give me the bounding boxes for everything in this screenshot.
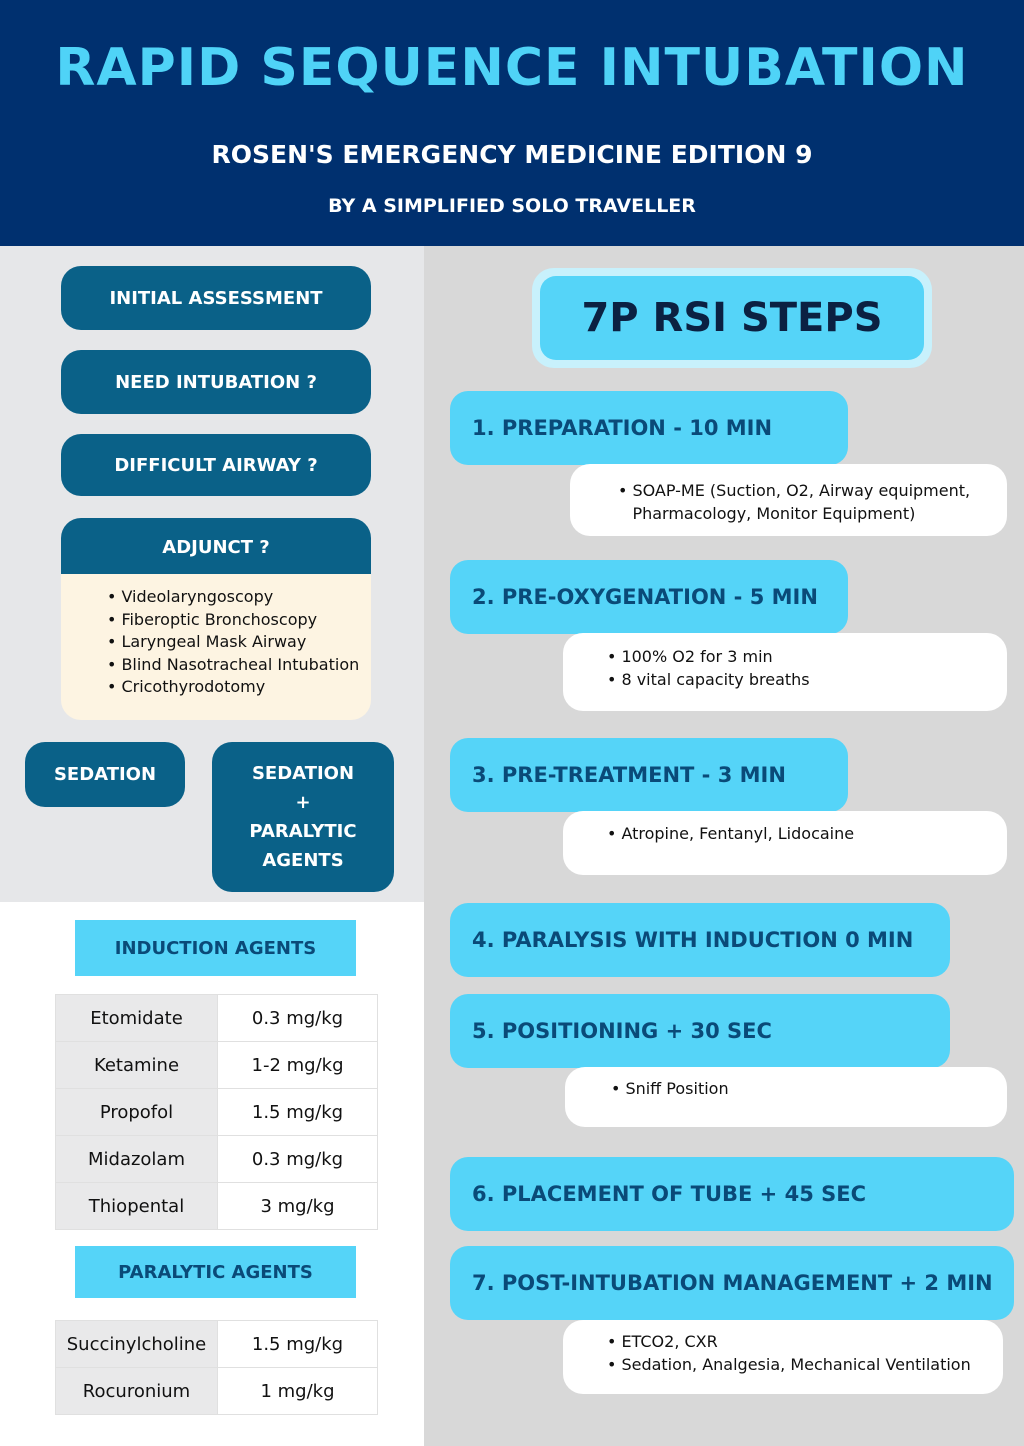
paralytic-agents-header: PARALYTIC AGENTS [75,1246,356,1298]
detail-text: SOAP-ME (Suction, O2, Airway equipment, Pharmacology, Monitor Equipment) [632,481,971,523]
table-row [56,995,378,1042]
steps-title-box [532,268,932,368]
table-row [56,1042,378,1089]
difficult-airway-box: DIFFICULT AIRWAY ? [61,434,371,496]
drug-dose: 1.5 mg/kg [218,1321,378,1368]
drug-dose: 1-2 mg/kg [218,1042,378,1089]
step-post-intubation-details [563,1320,1003,1394]
step-pre-oxygenation-details [563,633,1007,711]
adjunct-box: ADJUNCT ? [61,518,371,576]
table-row [56,1321,378,1368]
step-pre-treatment-details [563,811,1007,875]
adjunct-item: • Laryngeal Mask Airway [107,631,371,654]
detail-text: 100% O2 for 3 min [621,647,773,666]
sedation-box: SEDATION [25,742,185,807]
step-positioning-details [565,1067,1007,1127]
drug-dose: 3 mg/kg [218,1183,378,1230]
detail-text: Sniff Position [625,1079,729,1098]
detail-item: • Sniff Position [611,1079,729,1098]
step-paralysis: 4. PARALYSIS WITH INDUCTION 0 MIN [450,903,950,977]
detail-item: • 8 vital capacity breaths [607,670,810,689]
drug-dose: 0.3 mg/kg [218,1136,378,1183]
detail-item: • ETCO2, CXR [607,1332,718,1351]
step-placement: 6. PLACEMENT OF TUBE + 45 SEC [450,1157,1014,1231]
induction-agents-header: INDUCTION AGENTS [75,920,356,976]
drug-name: Thiopental [56,1183,218,1230]
step-pre-treatment: 3. PRE-TREATMENT - 3 MIN [450,738,848,812]
detail-text: Atropine, Fentanyl, Lidocaine [621,824,855,843]
detail-item: • SOAP-ME (Suction, O2, Airway equipment, Pharmacology, Monitor Equipment) [618,479,987,525]
step-positioning: 5. POSITIONING + 30 SEC [450,994,950,1068]
adjunct-list [107,586,371,699]
initial-assessment-box: INITIAL ASSESSMENT [61,266,371,330]
adjunct-list-box [61,574,371,720]
need-intubation-box: NEED INTUBATION ? [61,350,371,414]
adjunct-item: • Blind Nasotracheal Intubation [107,654,371,677]
step-post-intubation: 7. POST-INTUBATION MANAGEMENT + 2 MIN [450,1246,1014,1320]
detail-text: ETCO2, CXR [621,1332,718,1351]
sedation-paralytic-line: AGENTS [262,850,344,871]
sedation-paralytic-line: + [295,792,311,813]
header-banner [0,0,1024,246]
table-row [56,1089,378,1136]
induction-agents-table [55,994,378,1230]
drug-name: Rocuronium [56,1368,218,1415]
drug-dose: 0.3 mg/kg [218,995,378,1042]
step-preparation-details [570,464,1007,536]
drug-name: Ketamine [56,1042,218,1089]
adjunct-item: • Videolaryngoscopy [107,586,371,609]
drug-name: Succinylcholine [56,1321,218,1368]
table-row [56,1368,378,1415]
detail-text: 8 vital capacity breaths [621,670,810,689]
detail-text: Sedation, Analgesia, Mechanical Ventilation [621,1355,971,1374]
drug-dose: 1 mg/kg [218,1368,378,1415]
sedation-paralytic-line: SEDATION [251,763,355,784]
table-row [56,1136,378,1183]
paralytic-agents-table [55,1320,378,1415]
table-row [56,1183,378,1230]
page-title: RAPID SEQUENCE INTUBATION [55,38,969,98]
steps-title: 7P RSI STEPS [540,276,924,360]
sedation-paralytic-box [212,742,394,892]
drug-name: Midazolam [56,1136,218,1183]
step-pre-oxygenation: 2. PRE-OXYGENATION - 5 MIN [450,560,848,634]
adjunct-item: • Cricothyrodotomy [107,676,371,699]
detail-item: • 100% O2 for 3 min [607,647,773,666]
page-subtitle: ROSEN'S EMERGENCY MEDICINE EDITION 9 [211,140,813,169]
drug-name: Etomidate [56,995,218,1042]
detail-item: • Sedation, Analgesia, Mechanical Ventilation [607,1355,971,1374]
drug-name: Propofol [56,1089,218,1136]
adjunct-item: • Fiberoptic Bronchoscopy [107,609,371,632]
page-author: BY A SIMPLIFIED SOLO TRAVELLER [328,195,696,217]
step-preparation: 1. PREPARATION - 10 MIN [450,391,848,465]
detail-item: • Atropine, Fentanyl, Lidocaine [607,824,855,843]
sedation-paralytic-line: PARALYTIC [249,821,357,842]
drug-dose: 1.5 mg/kg [218,1089,378,1136]
